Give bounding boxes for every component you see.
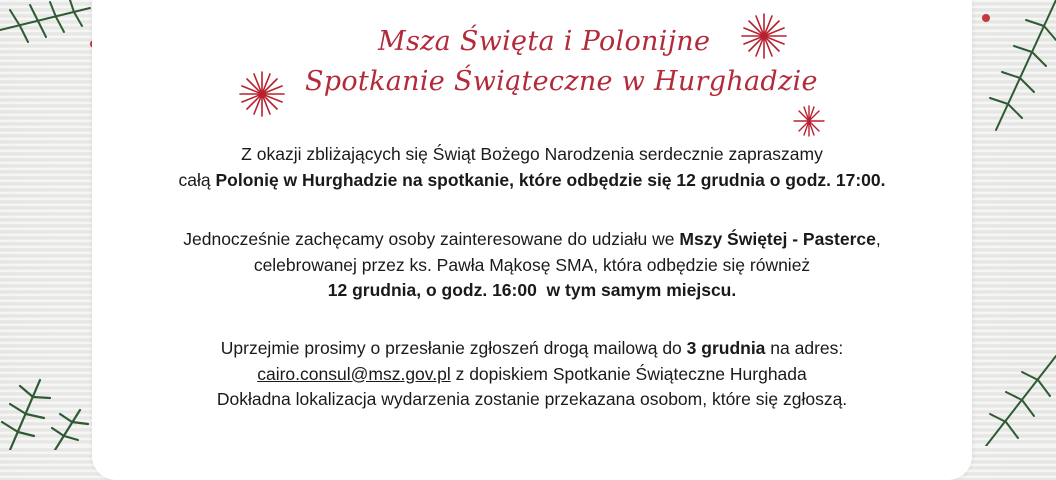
paragraph-line: Dokładna lokalizacja wydarzenia zostanie przekazana osobom, które się zgłoszą. [216, 389, 848, 409]
paragraph-line: Uprzejmie prosimy o przesłanie zgłoszeń drogą mailową do 3 grudnia na adres: [220, 338, 844, 358]
meeting-details: Polonię w Hurghadzie na spotkanie, które odbędzie się 12 grudnia o godz. 17:00. [215, 169, 886, 190]
fir-branch-bottom-right [966, 346, 1056, 446]
fir-branch-bottom-left [0, 370, 100, 450]
paragraph-line: Jednocześnie zachęcamy osoby zainteresowane do udziału we Mszy Świętej - Pasterce, [183, 229, 881, 249]
deadline-date: 3 grudnia [686, 338, 766, 358]
registration-paragraph [92, 336, 972, 413]
mass-paragraph [92, 227, 972, 304]
star-icon [238, 70, 286, 118]
paragraph-line: celebrowanej przez ks. Pawła Mąkosę SMA, która odbędzie się również [253, 254, 811, 275]
title-line-1: Msza Święta i Polonijne [378, 26, 711, 57]
star-icon [740, 12, 788, 60]
paragraph-line [92, 278, 972, 304]
paragraph-line: cairo.consul@msz.gov.pl z dopiskiem Spotkanie Świąteczne Hurghada [257, 363, 807, 384]
mass-time: 12 grudnia, o godz. 16:00 w tym samym miejscu. [327, 280, 737, 300]
invitation-paragraph [92, 142, 972, 193]
paragraph-line: całą Polonię w Hurghadzie na spotkanie, które odbędzie się 12 grudnia o godz. 17:00. [178, 169, 886, 190]
mass-name: Mszy Świętej - Pasterce [679, 229, 876, 249]
email-link[interactable]: cairo.consul@msz.gov.pl [257, 363, 451, 384]
fir-branch-top-right [966, 0, 1056, 140]
star-icon [792, 104, 826, 138]
paragraph-line: Z okazji zbliżających się Świąt Bożego Narodzenia serdecznie zapraszamy [241, 144, 823, 164]
title-line-2: Spotkanie Świąteczne w Hurghadzie [305, 66, 818, 97]
